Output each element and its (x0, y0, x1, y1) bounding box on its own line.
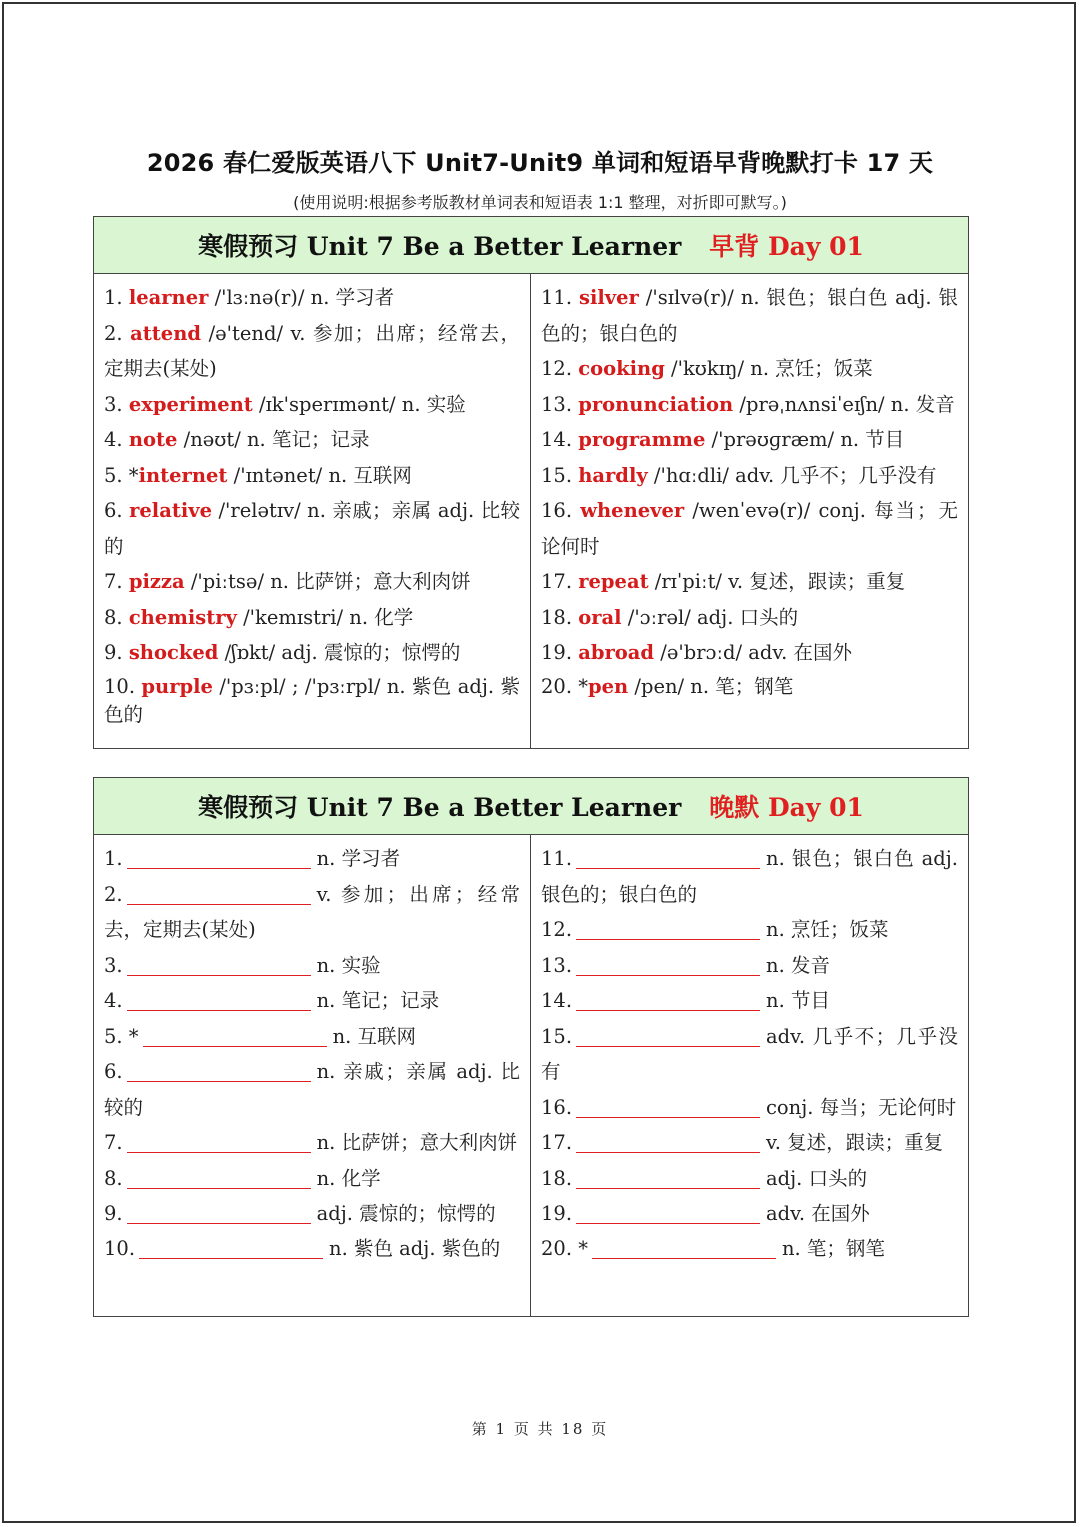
answer-blank[interactable] (127, 1128, 311, 1153)
vocab-word: chemistry (128, 605, 237, 629)
dictation-entry: 11. n. 银色；银白色 adj. 银色的；银白色的 (541, 841, 958, 912)
dictation-entry: 5. * n. 互联网 (104, 1019, 520, 1055)
answer-blank[interactable] (576, 1093, 760, 1118)
answer-blank[interactable] (576, 915, 760, 940)
morning-entry: 1. learner /'lɜːnə(r)/ n. 学习者 (104, 286, 395, 309)
dictation-entry: 4. n. 笔记；记录 (104, 983, 520, 1019)
page-title: 2026 春仁爱版英语八下 Unit7-Unit9 单词和短语早背晚默打卡 17 天 (146, 149, 934, 177)
vocab-word: hardly (578, 463, 648, 487)
vocab-word: learner (128, 286, 209, 309)
answer-blank[interactable] (576, 986, 760, 1011)
dictation-entry: 2. v. 参加；出席；经常去，定期去(某处) (104, 877, 520, 948)
dictation-entry: 8. n. 化学 (104, 1161, 520, 1197)
dictation-entry: 13. n. 发音 (541, 948, 958, 984)
morning-entry: 18. oral /'ɔːrəl/ adj. 口头的 (541, 605, 799, 629)
vocab-word: internet (138, 463, 228, 487)
vocab-word: attend (130, 321, 202, 345)
evening-header-title: 寒假预习 Unit 7 Be a Better Learner (198, 793, 682, 822)
vocab-word: note (128, 428, 178, 451)
morning-right-column (531, 274, 968, 749)
vocab-word: silver (579, 286, 639, 309)
morning-entry: 7. pizza /'piːtsə/ n. 比萨饼；意大利肉饼 (104, 570, 471, 593)
answer-blank[interactable] (576, 1164, 760, 1189)
morning-header-title: 寒假预习 Unit 7 Be a Better Learner (198, 232, 682, 261)
morning-entry: 6. relative /'relətɪv/ n. 亲戚；亲属 adj. 比较的 (104, 499, 520, 558)
evening-right-column (531, 835, 968, 1317)
morning-entry: 13. pronunciation /prəˌnʌnsiˈeɪʃn/ n. 发音 (541, 392, 955, 416)
answer-blank[interactable] (127, 1199, 311, 1224)
morning-entry: 19. abroad /ə'brɔːd/ adv. 在国外 (541, 641, 852, 664)
morning-entry: 20. *pen /pen/ n. 笔；钢笔 (541, 674, 794, 698)
evening-card (93, 777, 969, 1317)
dictation-entry: 19. adv. 在国外 (541, 1196, 958, 1232)
dictation-entry: 7. n. 比萨饼；意大利肉饼 (104, 1125, 520, 1161)
morning-left-column (94, 274, 531, 749)
dictation-entry: 9. adj. 震惊的；惊愕的 (104, 1196, 520, 1232)
morning-entry: 9. shocked /ʃɒkt/ adj. 震惊的；惊愕的 (104, 641, 461, 664)
vocab-word: oral (578, 605, 622, 629)
morning-entry: 11. silver /'sɪlvə(r)/ n. 银色；银白色 adj. 银色的；银白色的 (541, 286, 958, 345)
morning-entry: 12. cooking /'kʊkɪŋ/ n. 烹饪；饭菜 (541, 357, 873, 380)
vocab-word: whenever (580, 499, 685, 522)
dictation-entry: 12. n. 烹饪；饭菜 (541, 912, 958, 948)
dictation-entry: 17. v. 复述，跟读；重复 (541, 1125, 958, 1161)
vocab-word: experiment (128, 392, 253, 416)
vocab-word: pronunciation (578, 392, 734, 416)
dictation-entry: 14. n. 节目 (541, 983, 958, 1019)
morning-entry: 17. repeat /rɪˈpiːt/ v. 复述，跟读；重复 (541, 570, 906, 593)
evening-left-column (94, 835, 531, 1317)
vocab-word: shocked (128, 641, 219, 664)
answer-blank[interactable] (127, 844, 311, 869)
answer-blank[interactable] (576, 1022, 760, 1047)
morning-header-tag: 早背 Day 01 (709, 232, 864, 261)
vocab-word: pen (587, 674, 629, 698)
morning-entry: 14. programme /'prəʊɡræm/ n. 节目 (541, 428, 905, 451)
morning-entry: 5. *internet /'ɪntənet/ n. 互联网 (104, 463, 412, 487)
dictation-entry: 6. n. 亲戚；亲属 adj. 比较的 (104, 1054, 520, 1125)
answer-blank[interactable] (592, 1234, 776, 1259)
dictation-entry: 3. n. 实验 (104, 948, 520, 984)
morning-entry: 8. chemistry /'kemɪstri/ n. 化学 (104, 605, 414, 629)
answer-blank[interactable] (139, 1234, 323, 1259)
morning-entry: 3. experiment /ɪk'sperɪmənt/ n. 实验 (104, 392, 466, 416)
answer-blank[interactable] (576, 844, 760, 869)
usage-note: (使用说明:根据参考版教材单词表和短语表 1:1 整理，对折即可默写。) (293, 193, 787, 212)
vocab-word: relative (129, 499, 212, 522)
morning-entry: 2. attend /ə'tend/ v. 参加；出席；经常去，定期去(某处) (104, 321, 520, 380)
vocab-word: pizza (128, 570, 185, 593)
answer-blank[interactable] (127, 1057, 311, 1082)
morning-entry: 4. note /nəʊt/ n. 笔记；记录 (104, 428, 370, 451)
vocab-word: purple (141, 674, 213, 698)
vocab-word: programme (578, 428, 706, 451)
answer-blank[interactable] (576, 951, 760, 976)
answer-blank[interactable] (576, 1128, 760, 1153)
dictation-entry: 1. n. 学习者 (104, 841, 520, 877)
page-footer: 第 1 页 共 18 页 (471, 1420, 609, 1438)
vocab-word: cooking (578, 357, 665, 380)
evening-card-header (94, 778, 968, 835)
vocab-word: abroad (578, 641, 655, 664)
answer-blank[interactable] (127, 1164, 311, 1189)
answer-blank[interactable] (127, 986, 311, 1011)
dictation-entry: 18. adj. 口头的 (541, 1161, 958, 1197)
morning-entry: 15. hardly /'hɑːdli/ adv. 几乎不；几乎没有 (541, 463, 937, 487)
morning-entry: 16. whenever /wenˈevə(r)/ conj. 每当；无论何时 (541, 499, 959, 558)
evening-header-tag: 晚默 Day 01 (709, 793, 864, 822)
morning-entry: 10. purple /'pɜːpl/ ; /'pɜːrpl/ n. 紫色 adj. 紫色的 (104, 674, 521, 726)
answer-blank[interactable] (143, 1022, 327, 1047)
answer-blank[interactable] (576, 1199, 760, 1224)
answer-blank[interactable] (127, 951, 311, 976)
dictation-entry: 10. n. 紫色 adj. 紫色的 (104, 1234, 520, 1263)
answer-blank[interactable] (127, 880, 311, 905)
morning-card-header (94, 217, 968, 274)
vocab-word: repeat (578, 570, 649, 593)
dictation-entry: 20. * n. 笔；钢笔 (541, 1234, 958, 1263)
dictation-entry: 15. adv. 几乎不；几乎没有 (541, 1019, 958, 1090)
morning-card (93, 216, 969, 749)
dictation-entry: 16. conj. 每当；无论何时 (541, 1090, 958, 1126)
